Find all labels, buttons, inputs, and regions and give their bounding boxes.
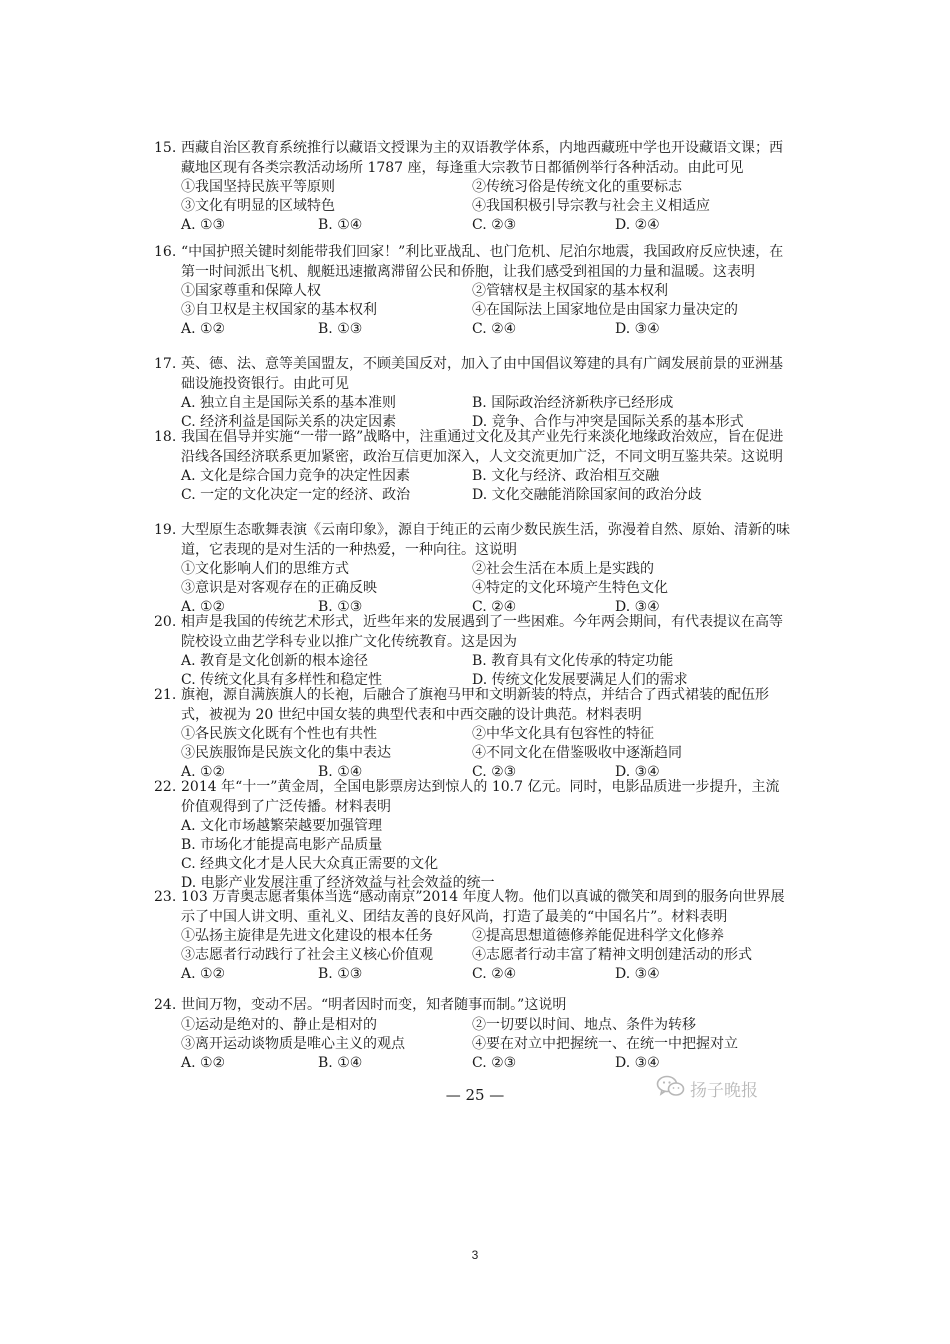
question-number: 17. <box>154 356 177 372</box>
statement-4: ④特定的文化环境产生特色文化 <box>472 580 668 596</box>
statement-1: ①弘扬主旋律是先进文化建设的根本任务 <box>181 928 433 944</box>
question-22 <box>0 778 950 893</box>
question-stem: 世间万物，变动不居。“明者因时而变，知者随事而制。”这说明 <box>181 997 567 1013</box>
choice-b: B. ①③ <box>318 966 363 982</box>
statement-2: ②提高思想道德修养能促进科学文化修养 <box>472 928 724 944</box>
question-17 <box>0 355 950 432</box>
option-c: C. 经济利益是国际关系的决定因素 <box>181 414 397 430</box>
choice-b: B. ①④ <box>318 217 363 233</box>
choice-c: C. ②④ <box>472 599 517 615</box>
statement-4: ④要在对立中把握统一、在统一中把握对立 <box>472 1035 738 1052</box>
question-stem: 旗袍，源自满族旗人的长袍，后融合了旗袍马甲和文明新装的特点，并结合了西式裙装的配伍形式，被视为 20 世纪中国女装的典型代表和中西交融的设计典范。材料表明 <box>181 687 769 723</box>
statement-1: ①文化影响人们的思维方式 <box>181 561 349 577</box>
statement-2: ②传统习俗是传统文化的重要标志 <box>472 179 682 195</box>
question-stem: 英、德、法、意等美国盟友，不顾美国反对，加入了由中国倡议筹建的具有广阔发展前景的亚洲基础设施投资银行。由此可见 <box>181 356 783 392</box>
watermark <box>656 1074 758 1103</box>
question-number: 22. <box>154 779 177 795</box>
choice-c: C. ②④ <box>472 966 517 982</box>
question-number: 16. <box>154 244 177 260</box>
question-23 <box>0 888 950 984</box>
choice-c: C. ②③ <box>472 217 517 233</box>
choice-b: B. ①③ <box>318 599 363 615</box>
choice-a: A. ①③ <box>181 217 226 233</box>
statement-3: ③民族服饰是民族文化的集中表达 <box>181 745 391 761</box>
statement-1: ①国家尊重和保障人权 <box>181 283 321 299</box>
option-b: B. 文化与经济、政治相互交融 <box>472 468 660 484</box>
question-18 <box>0 428 950 505</box>
option-a: A. 文化市场越繁荣越要加强管理 <box>181 818 383 834</box>
choice-c: C. ②③ <box>472 1054 517 1071</box>
question-stem: 2014 年“十一”黄金周，全国电影票房达到惊人的 10.7 亿元。同时，电影品质进一步提升，主流价值观得到了广泛传播。材料表明 <box>181 779 780 815</box>
statement-4: ④志愿者行动丰富了精神文明创建活动的形式 <box>472 947 752 963</box>
statement-3: ③志愿者行动践行了社会主义核心价值观 <box>181 947 433 963</box>
question-21 <box>0 686 950 782</box>
statement-4: ④在国际法上国家地位是由国家力量决定的 <box>472 302 738 318</box>
choice-c: C. ②④ <box>472 321 517 337</box>
statement-3: ③自卫权是主权国家的基本权利 <box>181 302 377 318</box>
question-19 <box>0 521 950 617</box>
choice-a: A. ①② <box>181 1054 226 1071</box>
statement-3: ③文化有明显的区域特色 <box>181 198 335 214</box>
sheet-number: 3 <box>471 1248 479 1262</box>
watermark-text: 扬子晚报 <box>690 1081 758 1101</box>
option-b: B. 教育具有文化传承的特定功能 <box>472 653 674 669</box>
option-b: B. 市场化才能提高电影产品质量 <box>181 837 383 853</box>
option-a: A. 独立自主是国际关系的基本准则 <box>181 395 397 411</box>
option-c: C. 一定的文化决定一定的经济、政治 <box>181 487 411 503</box>
question-number: 24. <box>154 997 177 1013</box>
question-stem: 西藏自治区教育系统推行以藏语文授课为主的双语教学体系，内地西藏班中学也开设藏语文课；西藏地区现有各类宗教活动场所 1787 座，每逢重大宗教节日都循例举行各种活动。由此可见 <box>181 140 783 176</box>
option-b: B. 国际政治经济新秩序已经形成 <box>472 395 674 411</box>
option-d: D. 传统文化发展要满足人们的需求 <box>472 672 688 688</box>
question-15 <box>0 139 950 235</box>
choice-a: A. ①② <box>181 321 226 337</box>
choice-d: D. ②④ <box>615 217 660 233</box>
statement-3: ③意识是对客观存在的正确反映 <box>181 580 377 596</box>
statement-2: ②社会生活在本质上是实践的 <box>472 561 654 577</box>
choice-d: D. ③④ <box>615 764 660 780</box>
question-number: 23. <box>154 889 177 905</box>
question-number: 21. <box>154 687 177 703</box>
statement-4: ④不同文化在借鉴吸收中逐渐趋同 <box>472 745 682 761</box>
statement-2: ②管辖权是主权国家的基本权利 <box>472 283 668 299</box>
question-number: 20. <box>154 614 177 630</box>
option-c: C. 传统文化具有多样性和稳定性 <box>181 672 383 688</box>
question-number: 19. <box>154 522 177 538</box>
choice-a: A. ①② <box>181 764 226 780</box>
statement-1: ①运动是绝对的、静止是相对的 <box>181 1016 377 1033</box>
wechat-icon <box>656 1074 690 1103</box>
statement-2: ②中华文化具有包容性的特征 <box>472 726 654 742</box>
option-d: D. 竞争、合作与冲突是国际关系的基本形式 <box>472 414 744 430</box>
page-number-footer: — 25 — <box>445 1086 505 1104</box>
statement-2: ②一切要以时间、地点、条件为转移 <box>472 1016 696 1033</box>
statement-3: ③离开运动谈物质是唯心主义的观点 <box>181 1035 405 1052</box>
question-stem: 大型原生态歌舞表演《云南印象》，源自于纯正的云南少数民族生活，弥漫着自然、原始、清新的味道，它表现的是对生活的一种热爱，一种向往。这说明 <box>181 522 790 558</box>
question-16 <box>0 243 950 339</box>
statement-1: ①我国坚持民族平等原则 <box>181 179 335 195</box>
question-stem: 我国在倡导并实施“一带一路”战略中，注重通过文化及其产业先行来淡化地缘政治效应，旨在促进沿线各国经济联系更加紧密，政治互信更加深入，人文交流更加广泛，不同文明互鉴共荣。这说明 <box>181 429 784 465</box>
question-number: 18. <box>154 429 177 445</box>
choice-c: C. ②③ <box>472 764 517 780</box>
option-a: A. 文化是综合国力竞争的决定性因素 <box>181 468 411 484</box>
question-24 <box>0 996 950 1073</box>
choice-a: A. ①② <box>181 599 226 615</box>
statement-1: ①各民族文化既有个性也有共性 <box>181 726 377 742</box>
choice-d: D. ③④ <box>615 1054 660 1071</box>
choice-d: D. ③④ <box>615 321 660 337</box>
option-d: D. 文化交融能消除国家间的政治分歧 <box>472 487 702 503</box>
choice-b: B. ①④ <box>318 1054 363 1071</box>
option-d: D. 电影产业发展注重了经济效益与社会效益的统一 <box>181 875 495 891</box>
question-stem: 103 万青奥志愿者集体当选“感动南京”2014 年度人物。他们以真诚的微笑和周到的服务向世界展示了中国人讲文明、重礼义、团结友善的良好风尚，打造了最美的“中国名片”。材料表明 <box>181 889 785 925</box>
choice-d: D. ③④ <box>615 599 660 615</box>
question-stem: “中国护照关键时刻能带我们回家！”利比亚战乱、也门危机、尼泊尔地震，我国政府反应快速，在第一时间派出飞机、舰艇迅速撤离滞留公民和侨胞，让我们感受到祖国的力量和温暖。这表明 <box>181 244 784 280</box>
question-stem: 相声是我国的传统艺术形式，近些年来的发展遇到了一些困难。今年两会期间，有代表提议在高等院校设立曲艺学科专业以推广文化传统教育。这是因为 <box>181 614 783 650</box>
choice-a: A. ①② <box>181 966 226 982</box>
question-number: 15. <box>154 140 177 156</box>
choice-b: B. ①③ <box>318 321 363 337</box>
question-20 <box>0 613 950 690</box>
option-c: C. 经典文化才是人民大众真正需要的文化 <box>181 856 439 872</box>
option-a: A. 教育是文化创新的根本途径 <box>181 653 369 669</box>
choice-b: B. ①④ <box>318 764 363 780</box>
statement-4: ④我国积极引导宗教与社会主义相适应 <box>472 198 710 214</box>
choice-d: D. ③④ <box>615 966 660 982</box>
